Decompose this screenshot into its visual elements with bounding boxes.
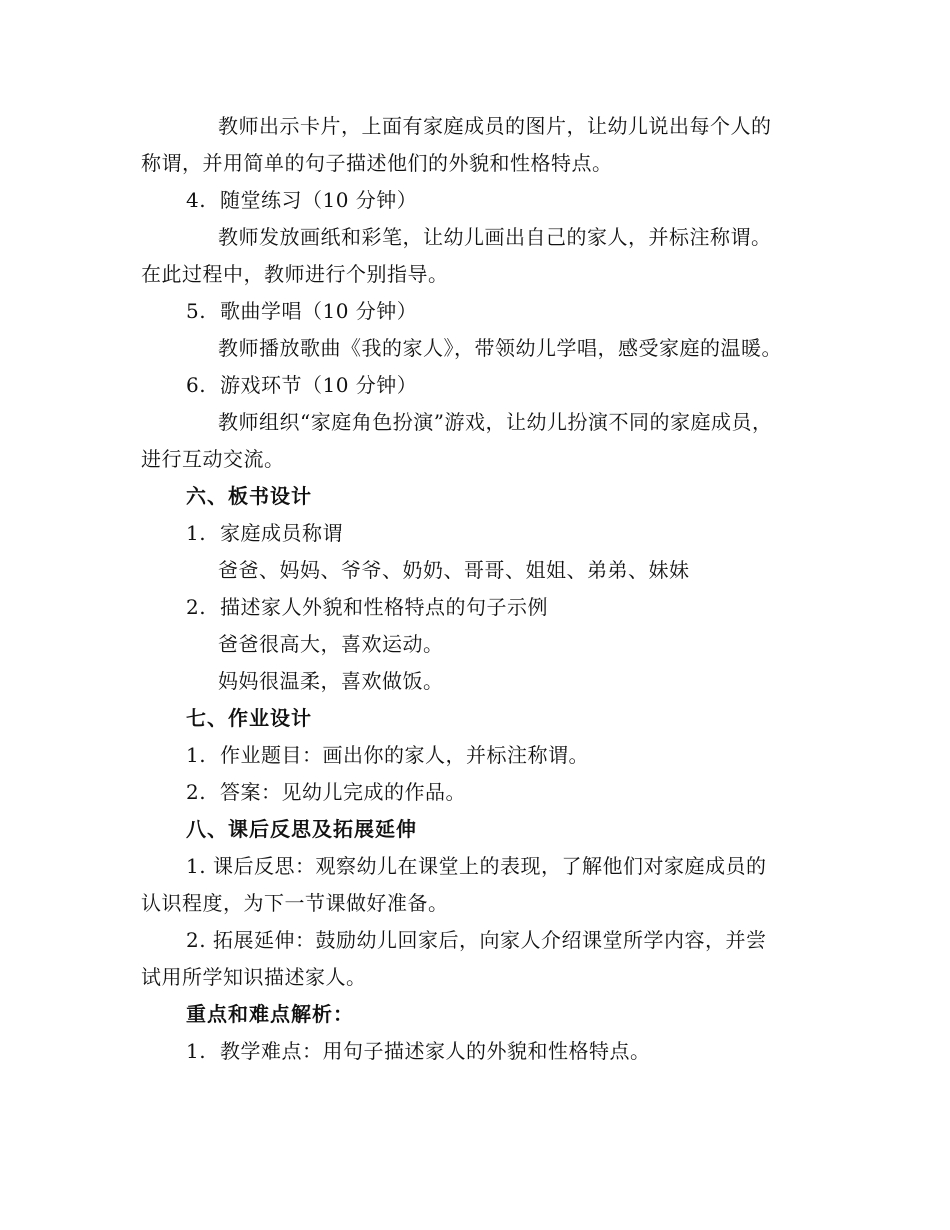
paragraph-line: 试用所学知识描述家人。 xyxy=(141,965,367,989)
list-text: 歌曲学唱（10 分钟） xyxy=(220,299,418,323)
list-text: 游戏环节（10 分钟） xyxy=(220,373,418,397)
paragraph-line: 爸爸、妈妈、爷爷、奶奶、哥哥、姐姐、弟弟、妹妹 xyxy=(218,558,690,582)
list-number: 6. xyxy=(186,373,207,397)
list-number: 1. xyxy=(186,1039,207,1063)
paragraph-line: 教师组织“家庭角色扮演”游戏，让幼儿扮演不同的家庭成员， xyxy=(218,410,773,434)
list-text: 作业题目：画出你的家人，并标注称谓。 xyxy=(220,743,589,767)
section-heading: 六、板书设计 xyxy=(186,484,312,508)
paragraph-line: 进行互动交流。 xyxy=(141,447,285,471)
list-number: 2. xyxy=(186,780,207,804)
list-number: 4. xyxy=(186,188,207,212)
list-text: 描述家人外貌和性格特点的句子示例 xyxy=(220,595,548,619)
list-item xyxy=(186,299,417,323)
paragraph-line: 教师出示卡片，上面有家庭成员的图片，让幼儿说出每个人的 xyxy=(218,114,772,138)
list-item xyxy=(186,521,343,545)
list-number: 1. xyxy=(186,521,207,545)
list-item xyxy=(186,743,589,767)
paragraph-line: 2. 拓展延伸：鼓励幼儿回家后，向家人介绍课堂所学内容，并尝 xyxy=(186,928,767,952)
section-heading: 八、课后反思及拓展延伸 xyxy=(186,817,417,841)
list-text: 随堂练习（10 分钟） xyxy=(220,188,418,212)
paragraph-line: 爸爸很高大，喜欢运动。 xyxy=(218,632,444,656)
list-text: 答案：见幼儿完成的作品。 xyxy=(220,780,466,804)
list-item xyxy=(186,188,417,212)
paragraph-line: 妈妈很温柔，喜欢做饭。 xyxy=(218,669,444,693)
paragraph-line: 教师发放画纸和彩笔，让幼儿画出自己的家人，并标注称谓。 xyxy=(218,225,772,249)
paragraph-line: 认识程度，为下一节课做好准备。 xyxy=(141,891,449,915)
paragraph-line: 教师播放歌曲《我的家人》，带领幼儿学唱，感受家庭的温暖。 xyxy=(218,336,782,360)
paragraph-line: 在此过程中，教师进行个别指导。 xyxy=(141,262,449,286)
list-text: 教学难点：用句子描述家人的外貌和性格特点。 xyxy=(220,1039,651,1063)
section-heading: 七、作业设计 xyxy=(186,706,312,730)
list-number: 1. xyxy=(186,743,207,767)
paragraph-line: 称谓，并用简单的句子描述他们的外貌和性格特点。 xyxy=(141,151,613,175)
list-text: 家庭成员称谓 xyxy=(220,521,343,545)
list-number: 2. xyxy=(186,595,207,619)
list-item xyxy=(186,373,417,397)
list-item xyxy=(186,780,466,804)
paragraph-line: 1. 课后反思：观察幼儿在课堂上的表现，了解他们对家庭成员的 xyxy=(186,854,767,878)
section-heading: 重点和难点解析： xyxy=(186,1002,354,1026)
list-item xyxy=(186,595,548,619)
list-number: 5. xyxy=(186,299,207,323)
list-item xyxy=(186,1039,651,1063)
